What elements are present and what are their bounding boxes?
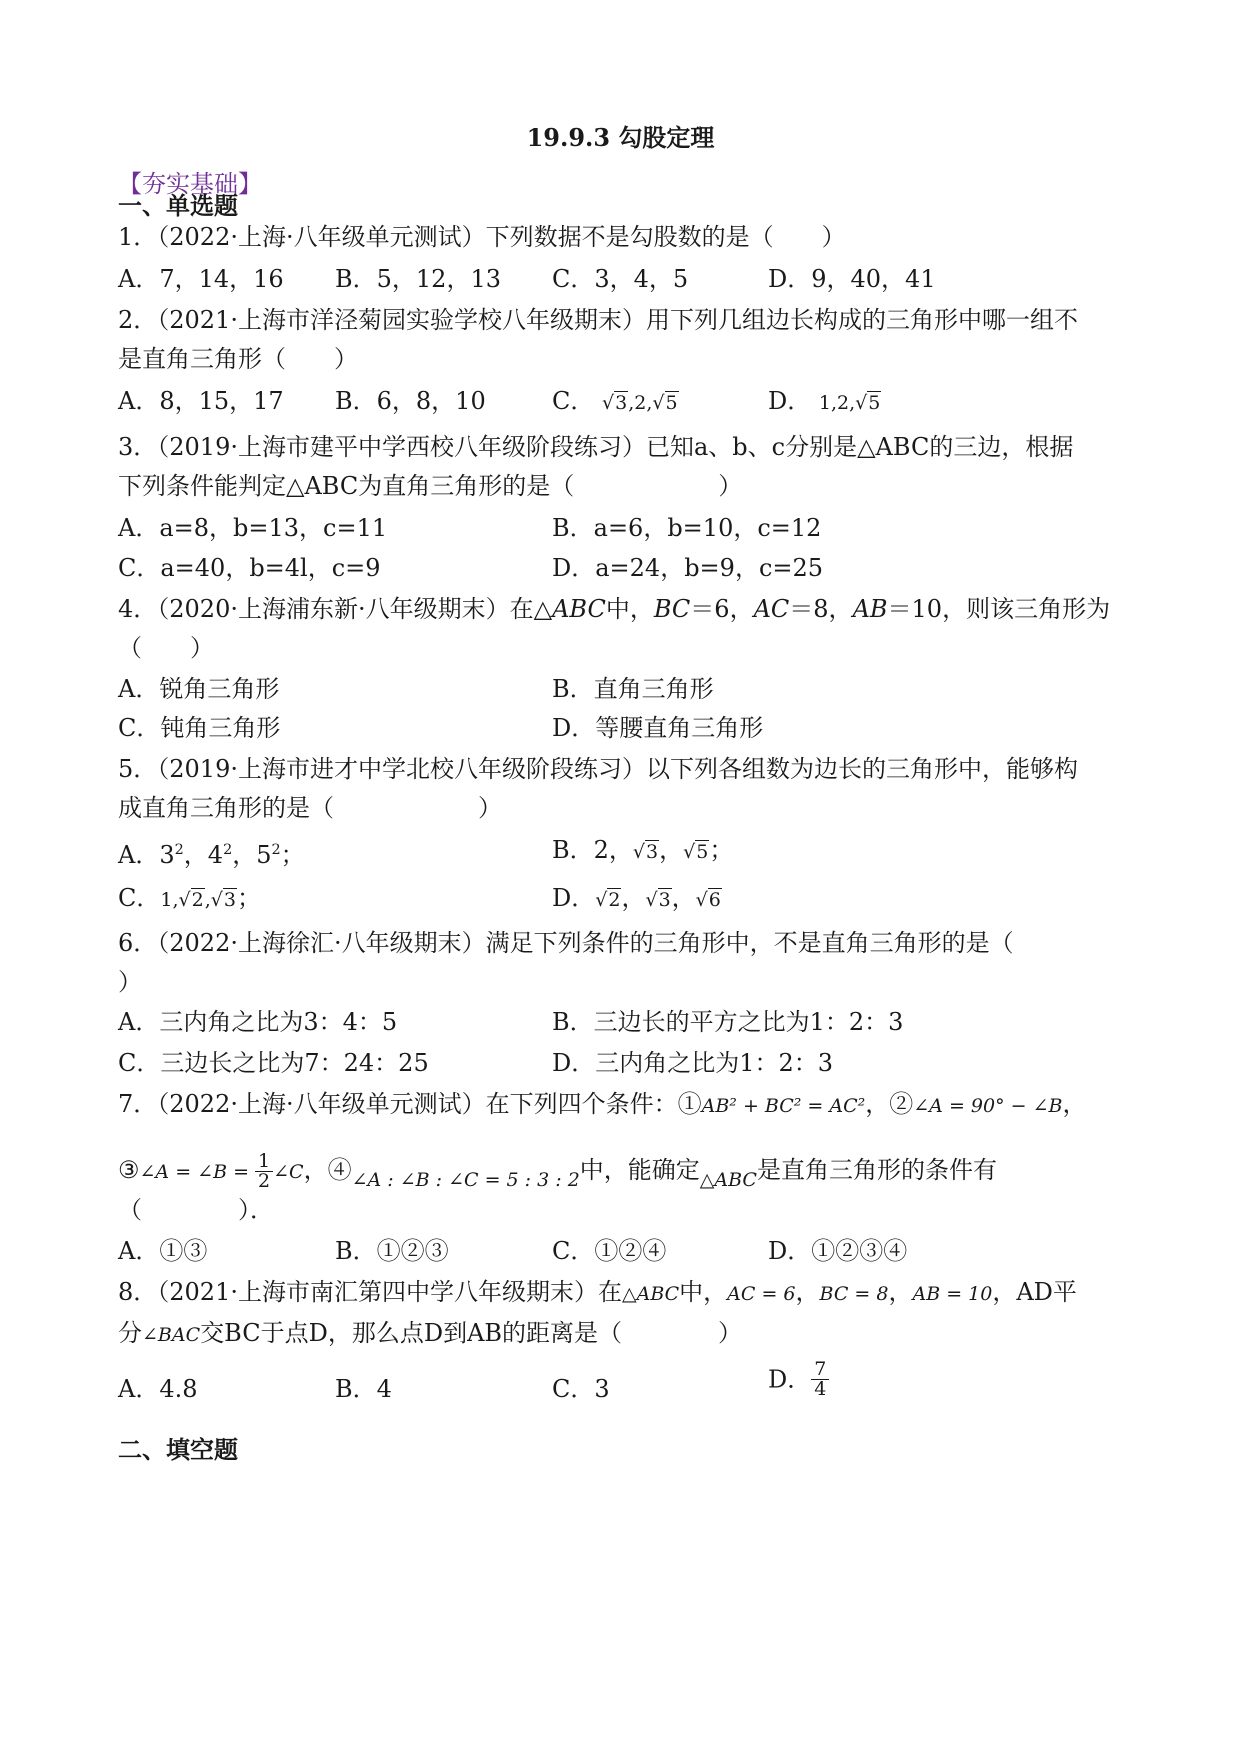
value: ； — [280, 841, 305, 869]
formula-part: 1, — [160, 889, 179, 911]
q6-option-a: A．三内角之比为3：4：5 — [118, 1008, 398, 1036]
option-label: D． — [768, 387, 812, 415]
stem-part: 8．（2021·上海市南汇第四中学八年级期末）在 — [118, 1278, 622, 1306]
radicand: 3 — [615, 392, 628, 414]
q2-option-c — [552, 386, 679, 418]
stem-part: ， — [888, 1278, 913, 1306]
formula: AB = 10 — [912, 1283, 993, 1305]
question-8-stem-line1 — [118, 1277, 1077, 1309]
option-label: C． — [118, 884, 161, 912]
formula-5: △ABC — [699, 1169, 757, 1191]
math-var: BC — [653, 595, 691, 623]
stem-part: ＝10，则该三角形为 — [887, 595, 1111, 623]
formula: ∠BAC — [142, 1324, 201, 1346]
q5-option-c: C．1,√2,√3； — [118, 884, 261, 912]
q3-option-c: C．a=40，b=4l，c=9 — [118, 554, 381, 582]
q1-option-d: D．9，40，41 — [768, 265, 936, 293]
numerator: 1 — [255, 1152, 273, 1172]
stem-part: ＝8， — [789, 595, 853, 623]
fraction — [811, 1360, 829, 1399]
fraction — [255, 1152, 273, 1191]
formula-1: AB² + BC² = AC² — [701, 1095, 866, 1117]
stem-part: 4．（2020·上海浦东新·八年级期末）在△ — [118, 595, 553, 623]
numerator: 7 — [811, 1360, 829, 1380]
radicand: 3 — [223, 889, 236, 911]
formula: △ABC — [621, 1283, 680, 1305]
value: 3 — [159, 841, 175, 869]
q7-option-b: B．①②③ — [335, 1237, 449, 1265]
question-3-stem-line1: 3．（2019·上海市建平中学西校八年级阶段练习）已知a、b、c分别是△ABC的三边，根据 — [118, 433, 1074, 461]
section-heading-single-choice: 一、单选题 — [118, 191, 238, 220]
terminator: ； — [236, 884, 261, 912]
formula: 1,2,√5 — [818, 392, 881, 414]
exponent: 2 — [271, 842, 281, 858]
section-tag: 【夯实基础】 — [118, 170, 262, 198]
option-label: D． — [768, 1365, 812, 1394]
formula: √3,2,√5 — [602, 392, 678, 414]
radicand: 2 — [608, 889, 621, 911]
q1-option-b: B．5，12，13 — [335, 265, 501, 293]
formula-3a: ∠A = ∠B = — [139, 1161, 256, 1183]
stem-part: ，② — [865, 1090, 914, 1118]
question-4-stem-line2: （ ） — [118, 634, 214, 662]
formula-2: ∠A = 90° − ∠B — [913, 1095, 1063, 1117]
radicand: 2 — [191, 889, 204, 911]
q4-option-b: B．直角三角形 — [552, 675, 714, 703]
q7-option-d: D．①②③④ — [768, 1237, 908, 1265]
formula-part: ,2, — [628, 392, 653, 414]
stem-part: 是直角三角形的条件有 — [756, 1156, 997, 1184]
q8-option-c: C．3 — [552, 1375, 610, 1403]
q8-option-a: A．4.8 — [118, 1375, 198, 1403]
stem-part: 中， — [605, 595, 654, 623]
option-label: C． — [552, 387, 595, 415]
stem-part: ，AD平 — [992, 1278, 1077, 1306]
q1-option-a: A．7，14，16 — [118, 265, 284, 293]
formula-4: ∠A : ∠B : ∠C = 5 : 3 : 2 — [351, 1169, 580, 1191]
option-label: D． — [552, 884, 596, 912]
q5-option-a — [118, 835, 305, 870]
terminator: ； — [709, 836, 734, 864]
stem-part: 7．（2022·上海·八年级单元测试）在下列四个条件：① — [118, 1090, 702, 1118]
math-var: AC — [753, 595, 790, 623]
q5-option-d: D．√2，√3，√6 — [552, 884, 721, 912]
stem-part: ，④ — [303, 1156, 352, 1184]
q7-option-c: C．①②④ — [552, 1237, 667, 1265]
stem-part: ③ — [118, 1156, 140, 1184]
question-5-stem-line1: 5．（2019·上海市进才中学北校八年级阶段练习）以下列各组数为边长的三角形中，能够构 — [118, 755, 1078, 783]
q6-option-d: D．三内角之比为1：2：3 — [552, 1049, 834, 1077]
q8-option-b: B．4 — [335, 1375, 392, 1403]
q6-option-c: C．三边长之比为7：24：25 — [118, 1049, 429, 1077]
exponent: 2 — [223, 842, 233, 858]
value: ，5 — [232, 841, 272, 869]
q7-option-a: A．①③ — [118, 1237, 208, 1265]
radicand: 5 — [665, 392, 678, 414]
math-var: ABC — [552, 595, 606, 623]
formula-3b: ∠C — [273, 1161, 304, 1183]
question-2-stem-line1: 2．（2021·上海市洋泾菊园实验学校八年级期末）用下列几组边长构成的三角形中哪一组不 — [118, 306, 1078, 334]
q8-option-d — [768, 1360, 829, 1399]
question-7-stem-line1 — [118, 1089, 1086, 1121]
question-6-stem-line2: ） — [118, 968, 142, 996]
question-8-stem-line2 — [118, 1318, 742, 1350]
radicand: 3 — [646, 841, 659, 863]
math-var: AB — [852, 595, 888, 623]
question-5-stem-line2: 成直角三角形的是（ ） — [118, 794, 502, 822]
radicand: 5 — [696, 841, 709, 863]
q4-option-d: D．等腰直角三角形 — [552, 714, 764, 742]
q4-option-c: C．钝角三角形 — [118, 714, 281, 742]
q1-option-c: C．3，4，5 — [552, 265, 689, 293]
q2-option-a: A．8，15，17 — [118, 387, 284, 415]
denominator: 4 — [814, 1378, 827, 1400]
radicand: 6 — [708, 889, 721, 911]
stem-part: 中，能确定 — [579, 1156, 700, 1184]
q3-option-d: D．a=24，b=9，c=25 — [552, 554, 824, 582]
denominator: 2 — [258, 1170, 271, 1192]
q3-option-a: A．a=8，b=13，c=11 — [118, 514, 388, 542]
stem-part: ＝6， — [690, 595, 754, 623]
section-heading-fill-blank: 二、填空题 — [118, 1435, 238, 1464]
q5-option-b: B．2，√3，√5； — [552, 836, 734, 864]
stem-part: 分 — [118, 1319, 142, 1347]
radicand: 3 — [658, 889, 671, 911]
option-label: A． — [118, 841, 160, 869]
question-1-stem: 1．（2022·上海·八年级单元测试）下列数据不是勾股数的是（ ） — [118, 223, 846, 251]
radicand: 5 — [868, 392, 881, 414]
option-label: B．2， — [552, 836, 633, 864]
question-3-stem-line2: 下列条件能判定△ABC为直角三角形的是（ ） — [118, 472, 743, 500]
question-7-stem-line3: （ ）． — [118, 1196, 274, 1224]
q2-option-d — [768, 386, 881, 418]
stem-part: ， — [1062, 1090, 1087, 1118]
question-2-stem-line2: 是直角三角形（ ） — [118, 345, 358, 373]
stem-part: ， — [795, 1278, 820, 1306]
separator: ， — [621, 884, 646, 912]
formula-part: , — [204, 889, 211, 911]
question-6-stem-line1: 6．（2022·上海徐汇·八年级期末）满足下列条件的三角形中，不是直角三角形的是（ — [118, 929, 1014, 957]
formula-part: 1,2, — [818, 392, 856, 414]
stem-part: 中， — [679, 1278, 728, 1306]
formula: AC = 6 — [727, 1283, 796, 1305]
value: ，4 — [183, 841, 224, 869]
question-4-stem-line1 — [118, 594, 1110, 624]
page-title: 19.9.3 勾股定理 — [526, 123, 715, 152]
separator: ， — [659, 836, 684, 864]
q4-option-a: A．锐角三角形 — [118, 675, 280, 703]
formula: BC = 8 — [819, 1283, 889, 1305]
q2-option-b: B．6，8，10 — [335, 387, 486, 415]
q3-option-b: B．a=6，b=10，c=12 — [552, 514, 822, 542]
exponent: 2 — [174, 842, 184, 858]
stem-part: 交BC于点D，那么点D到AB的距离是（ ） — [200, 1319, 743, 1347]
q6-option-b: B．三边长的平方之比为1：2：3 — [552, 1008, 904, 1036]
separator: ， — [671, 884, 696, 912]
